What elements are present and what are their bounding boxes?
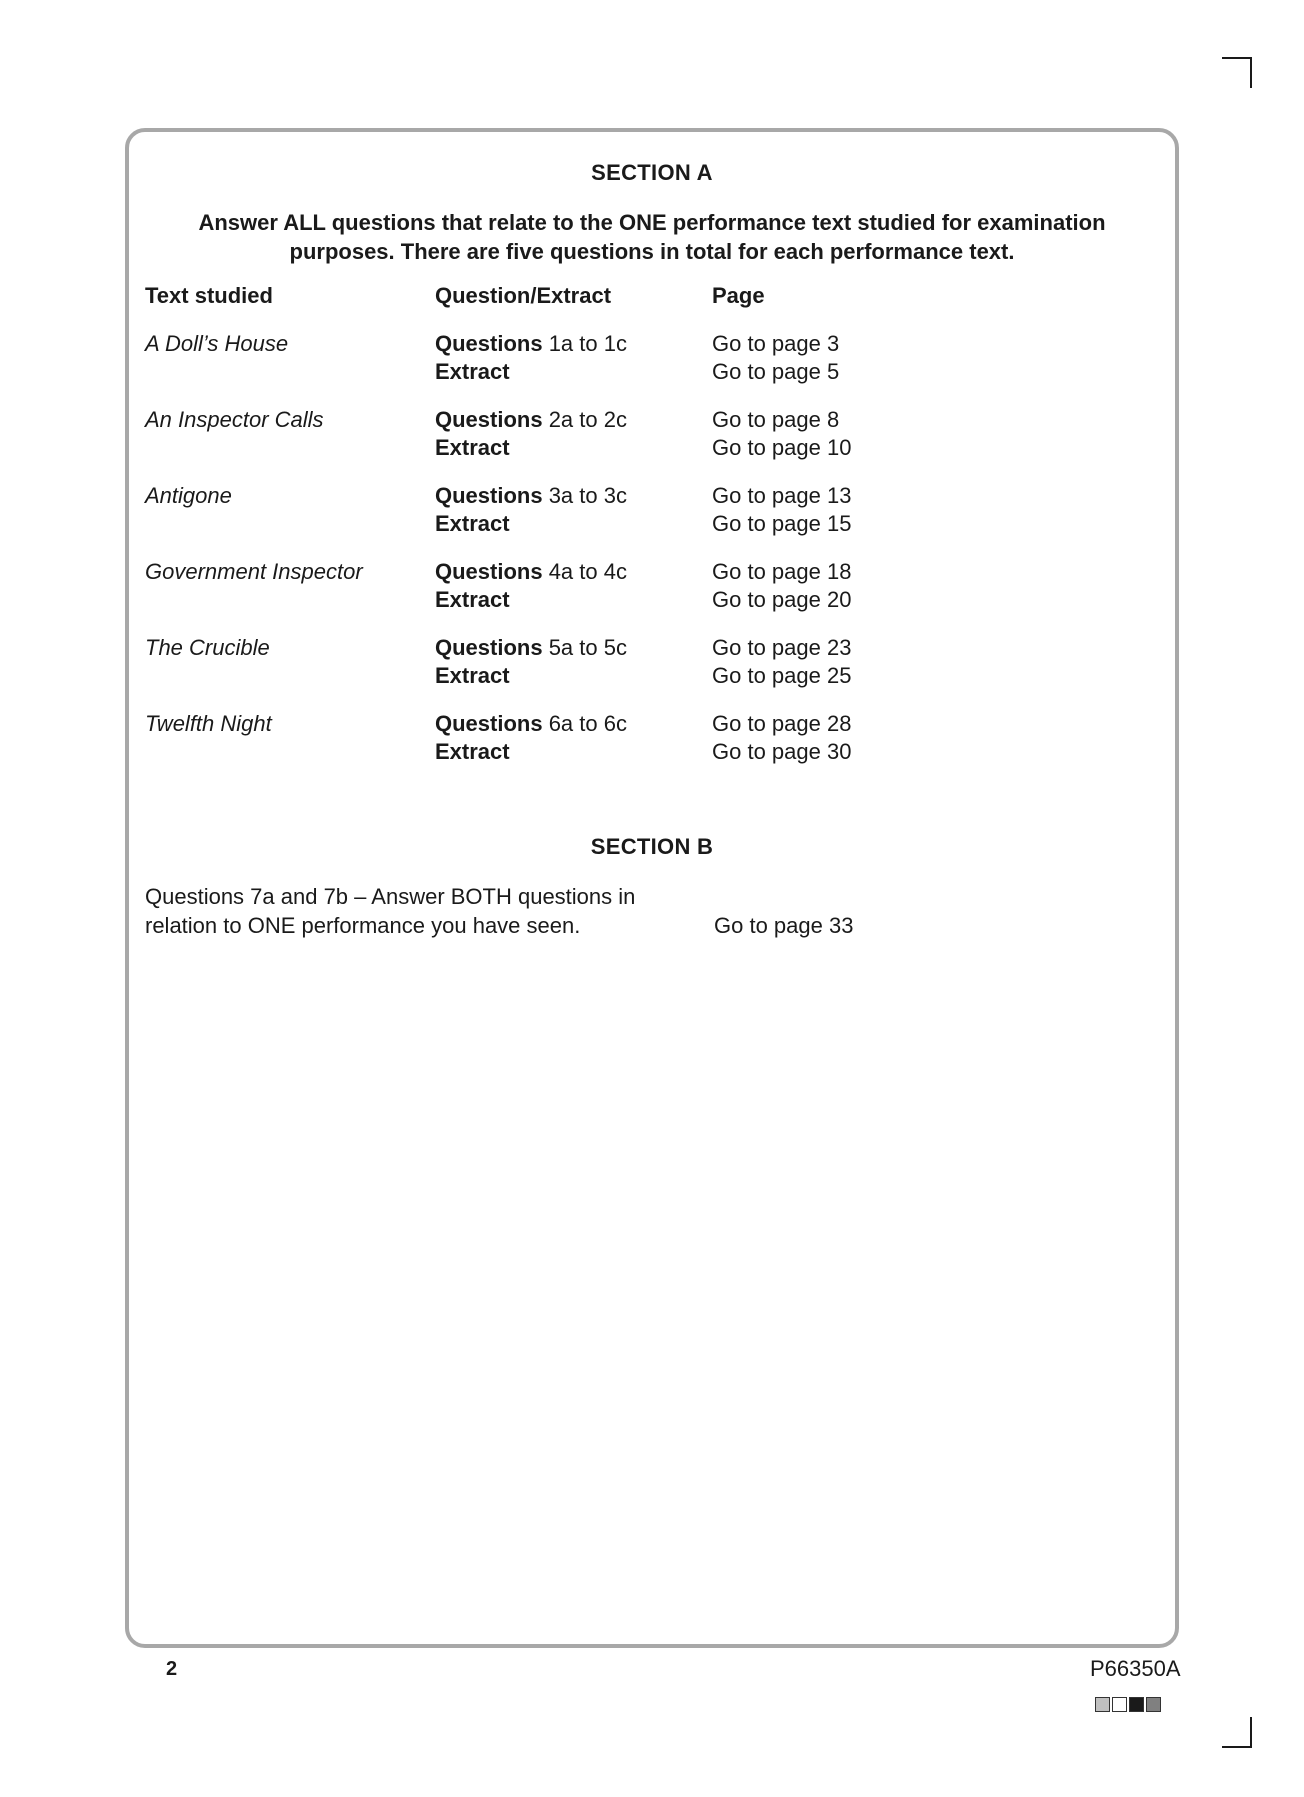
questions-page: Go to page 8 bbox=[712, 407, 840, 432]
extract-label: Extract bbox=[435, 663, 510, 688]
extract-label: Extract bbox=[435, 359, 510, 384]
questions-page: Go to page 3 bbox=[712, 331, 840, 356]
header-text-studied: Text studied bbox=[145, 283, 273, 308]
text-studied-title bbox=[145, 406, 324, 434]
question-range bbox=[435, 558, 627, 586]
text-title: A Doll’s House bbox=[145, 331, 289, 356]
question-range bbox=[435, 406, 627, 434]
extract-page: Go to page 10 bbox=[712, 435, 852, 460]
extract-label: Extract bbox=[435, 587, 510, 612]
extract-page: Go to page 30 bbox=[712, 739, 852, 764]
extract-page: Go to page 25 bbox=[712, 663, 852, 688]
question-range bbox=[435, 482, 627, 510]
color-box bbox=[1095, 1697, 1110, 1712]
questions-page: Go to page 13 bbox=[712, 483, 852, 508]
text-title: Antigone bbox=[145, 483, 232, 508]
section-b-text: Questions 7a and 7b – Answer BOTH questions in relation to ONE performance you have seen. bbox=[145, 884, 636, 938]
questions-label: Questions bbox=[435, 331, 543, 356]
question-range bbox=[435, 710, 627, 738]
questions-page: Go to page 28 bbox=[712, 711, 852, 736]
text-title: Twelfth Night bbox=[145, 711, 272, 736]
question-range bbox=[435, 330, 627, 358]
questions-label: Questions bbox=[435, 407, 543, 432]
crop-mark-top-right bbox=[1222, 57, 1252, 59]
text-studied-title bbox=[145, 710, 272, 738]
text-studied-title bbox=[145, 558, 363, 586]
crop-mark-top-right-vertical bbox=[1250, 57, 1252, 88]
extract-label: Extract bbox=[435, 435, 510, 460]
page-number: 2 bbox=[166, 1658, 178, 1680]
questions-label: Questions bbox=[435, 483, 543, 508]
crop-mark-bottom-right bbox=[1222, 1746, 1252, 1748]
extract-page: Go to page 15 bbox=[712, 511, 852, 536]
questions-range: 5a to 5c bbox=[542, 635, 627, 660]
color-registration-boxes bbox=[1095, 1697, 1161, 1712]
crop-mark-bottom-right-vertical bbox=[1250, 1717, 1252, 1748]
section-a-instruction: Answer ALL questions that relate to the ONE performance text studied for examination purposes. There are five questions in total for each performance text. bbox=[198, 210, 1106, 264]
questions-range: 1a to 1c bbox=[542, 331, 627, 356]
questions-page: Go to page 18 bbox=[712, 559, 852, 584]
color-box bbox=[1112, 1697, 1127, 1712]
extract-label: Extract bbox=[435, 511, 510, 536]
header-page: Page bbox=[712, 283, 765, 308]
questions-label: Questions bbox=[435, 711, 543, 736]
header-question-extract: Question/Extract bbox=[435, 283, 612, 308]
section-a-heading: SECTION A bbox=[591, 160, 713, 185]
section-b-page: Go to page 33 bbox=[714, 913, 854, 938]
questions-page: Go to page 23 bbox=[712, 635, 852, 660]
extract-page: Go to page 5 bbox=[712, 359, 840, 384]
questions-label: Questions bbox=[435, 635, 543, 660]
color-box bbox=[1129, 1697, 1144, 1712]
question-range bbox=[435, 634, 627, 662]
content-frame bbox=[125, 128, 1179, 1648]
text-title: Government Inspector bbox=[145, 559, 363, 584]
text-title: An Inspector Calls bbox=[145, 407, 324, 432]
paper-code: P66350A bbox=[1090, 1656, 1181, 1681]
text-studied-title bbox=[145, 634, 270, 662]
questions-range: 4a to 4c bbox=[542, 559, 627, 584]
questions-range: 2a to 2c bbox=[542, 407, 627, 432]
extract-label: Extract bbox=[435, 739, 510, 764]
questions-range: 3a to 3c bbox=[542, 483, 627, 508]
questions-range: 6a to 6c bbox=[542, 711, 627, 736]
questions-label: Questions bbox=[435, 559, 543, 584]
extract-page: Go to page 20 bbox=[712, 587, 852, 612]
text-studied-title bbox=[145, 330, 288, 358]
color-box bbox=[1146, 1697, 1161, 1712]
text-studied-title bbox=[145, 482, 232, 510]
section-b-heading: SECTION B bbox=[590, 834, 714, 859]
text-title: The Crucible bbox=[145, 635, 270, 660]
